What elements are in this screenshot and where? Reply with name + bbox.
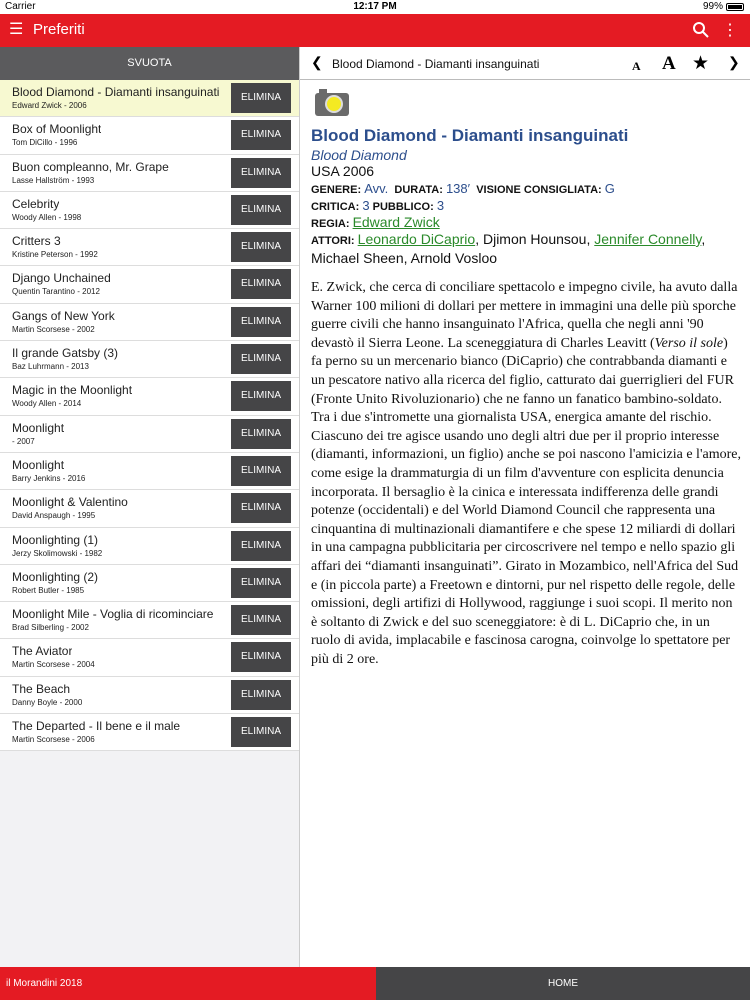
list-item-subtitle: Quentin Tarantino - 2012: [12, 287, 100, 297]
more-options-icon[interactable]: ⋮: [722, 22, 738, 39]
list-item[interactable]: [0, 639, 299, 676]
genre-value: Avv.: [364, 181, 389, 196]
list-item-title: Moonlighting (2): [12, 569, 99, 584]
list-item-title: Magic in the Moonlight: [12, 383, 133, 398]
film-detail-panel: [300, 47, 750, 967]
bottom-bar: [0, 967, 750, 1000]
delete-button[interactable]: ELIMINA: [231, 642, 291, 672]
list-item-subtitle: Edward Zwick - 2006: [12, 101, 87, 110]
critics-label: CRITICA:: [311, 201, 360, 213]
list-item[interactable]: [0, 192, 299, 229]
review-part-1: E. Zwick, che cerca di conciliare spettacolo e impegno civile, ha avuto dalla Warner 100 milioni di dollari per mettere in immagini una delle più sporche guerre civili che hanno insanguinato l'Africa, quella che negli anni '90 devastò il Sierra Leone. La sceneggiatura di Charles Leavitt (: [311, 280, 738, 351]
duration-label: DURATA:: [394, 184, 443, 196]
clock: 12:17 PM: [353, 1, 397, 12]
list-item-title: Moonlight: [12, 457, 65, 472]
list-item-title: Blood Diamond - Diamanti insanguinati: [12, 85, 220, 99]
audience-label: PUBBLICO:: [372, 201, 434, 213]
list-item-title: Moonlight & Valentino: [12, 495, 128, 510]
actor-link-dicaprio[interactable]: Leonardo DiCaprio: [357, 231, 476, 247]
detail-toolbar: [300, 47, 750, 80]
actor-link-connelly[interactable]: Jennifer Connelly: [594, 231, 702, 247]
actors-label: ATTORI:: [311, 235, 355, 247]
forward-icon[interactable]: ❯: [728, 54, 740, 70]
battery-indicator: [703, 1, 744, 12]
battery-percent: 99%: [702, 1, 723, 12]
actors-line: [311, 231, 741, 269]
critics-value: 3: [362, 198, 370, 213]
list-item[interactable]: [0, 490, 299, 527]
list-item[interactable]: [0, 155, 299, 192]
list-item-subtitle: Martin Scorsese - 2002: [12, 324, 95, 334]
scores-line: [311, 198, 444, 213]
list-item-subtitle: Brad Silberling - 2002: [12, 623, 89, 633]
delete-button[interactable]: ELIMINA: [231, 605, 291, 635]
list-item-title: The Aviator: [12, 644, 73, 659]
delete-button[interactable]: ELIMINA: [231, 680, 291, 710]
list-item-title: Buon compleanno, Mr. Grape: [12, 159, 169, 174]
delete-button[interactable]: ELIMINA: [231, 381, 291, 411]
list-item-subtitle: Jerzy Skolimowski - 1982: [12, 548, 103, 558]
actors-rest: , Michael Sheen, Arnold Vosloo: [311, 231, 706, 266]
list-item-subtitle: Barry Jenkins - 2016: [12, 473, 86, 483]
list-item[interactable]: [0, 80, 299, 117]
list-item-title: The Departed - Il bene e il male: [12, 719, 181, 734]
list-item[interactable]: [0, 565, 299, 602]
delete-button[interactable]: ELIMINA: [231, 344, 291, 374]
list-item-title: Django Unchained: [12, 271, 111, 286]
list-item-title: The Beach: [12, 681, 71, 696]
list-item-subtitle: Martin Scorsese - 2004: [12, 660, 95, 670]
review-italic: Verso il sole: [654, 335, 724, 351]
delete-button[interactable]: ELIMINA: [231, 269, 291, 299]
clear-all-button[interactable]: SVUOTA: [0, 47, 299, 80]
list-item-title: Box of Moonlight: [12, 122, 102, 137]
country-year: USA 2006: [311, 163, 375, 179]
list-item-title: Moonlighting (1): [12, 532, 99, 547]
delete-button[interactable]: ELIMINA: [231, 120, 291, 150]
list-item[interactable]: [0, 304, 299, 341]
list-item-subtitle: Kristine Peterson - 1992: [12, 250, 98, 260]
delete-button[interactable]: ELIMINA: [231, 531, 291, 561]
genre-label: GENERE:: [311, 184, 362, 196]
list-item-subtitle: Robert Butler - 1985: [12, 585, 85, 595]
decrease-font-button[interactable]: A: [632, 59, 641, 73]
list-item[interactable]: [0, 341, 299, 378]
list-item[interactable]: [0, 714, 299, 751]
list-item-subtitle: Lasse Hallström - 1993: [12, 175, 95, 185]
list-item-title: Moonlight: [12, 420, 65, 435]
list-item[interactable]: [0, 378, 299, 415]
favorites-panel: [0, 47, 300, 967]
delete-button[interactable]: ELIMINA: [231, 83, 291, 113]
menu-icon[interactable]: ☰: [9, 21, 24, 38]
review-part-2: ) fa perno su un mercenario bianco (DiCaprio) che contrabbanda diamanti e un pescatore nativo alla ricerca del figlio, catturato dai guerriglieri del FUR (Fronte Unito Rivoluzionario) che ne fanno un fanatico bambino-soldato. Tra i due s'intromette una giornalista USA, energica amante del rischio. Ciascuno dei tre agisce usando uno degli altri due per il proprio interesse (diamanti, informazioni, un figlio) anche se poi nascono l'amicizia e l'amore, come esige la drammaturgia di un film d'avventure con esplicita denuncia incorporata. Il bersaglio è la cinica e interessata indifferenza delle grandi potenze (occidentali) e del World Diamond Council che rappresenta una cinquantina di multinazionali diamantifere e che spese 12 miliardi di dollari in una campagna pubblicitaria per circoscrivere nel tempo e nello spazio gli affari dei “diamanti insanguinati”. Girato in Mozambico, nell'Africa del Sud e (in piccola parte) a Freetown e dintorni, pur nel rispetto delle regole, delle omissioni, degli artifizi di Hollywood, raggiunge i suoi scopi. Il merito non è soltanto di Zwick e del suo sceneggiatore: è di L. DiCaprio che, in un ruolo di avida, implacabile e fascinosa carogna, coinvolge lo spettatore per più di 2 ore.: [311, 335, 741, 667]
list-item-title: Celebrity: [12, 196, 60, 211]
rating-label: VISIONE CONSIGLIATA:: [476, 184, 602, 196]
actors-text: , Djimon Hounsou,: [475, 231, 595, 247]
list-item[interactable]: [0, 117, 299, 154]
list-item[interactable]: [0, 416, 299, 453]
director-label: REGIA:: [311, 218, 350, 230]
delete-button[interactable]: ELIMINA: [231, 493, 291, 523]
delete-button[interactable]: ELIMINA: [231, 456, 291, 486]
brand-label: il Morandini 2018: [0, 967, 376, 1000]
original-title: Blood Diamond: [311, 147, 407, 163]
carrier-label: Carrier: [5, 1, 36, 12]
app-title: Preferiti: [33, 21, 85, 38]
home-button[interactable]: HOME: [376, 967, 750, 1000]
list-item-subtitle: Woody Allen - 2014: [12, 399, 82, 409]
delete-button[interactable]: ELIMINA: [231, 232, 291, 262]
list-item[interactable]: [0, 602, 299, 639]
audience-value: 3: [436, 198, 445, 213]
camera-icon: [314, 87, 350, 117]
director-line: [311, 214, 440, 230]
list-item-title: Moonlight Mile - Voglia di ricominciare: [12, 607, 214, 622]
list-item-subtitle: David Anspaugh - 1995: [12, 511, 96, 521]
favorite-star-icon[interactable]: ★: [692, 53, 710, 74]
duration-value: 138′: [445, 181, 471, 196]
list-item-title: Gangs of New York: [12, 308, 115, 323]
delete-button[interactable]: ELIMINA: [231, 195, 291, 225]
genre-line: [311, 181, 615, 196]
list-item-title: Il grande Gatsby (3): [12, 346, 119, 361]
delete-button[interactable]: ELIMINA: [231, 568, 291, 598]
list-item[interactable]: [0, 677, 299, 714]
rating-value: G: [604, 181, 615, 196]
list-item[interactable]: [0, 528, 299, 565]
back-icon[interactable]: ❮: [311, 54, 323, 70]
list-item-subtitle: Danny Boyle - 2000: [12, 697, 83, 707]
list-item[interactable]: [0, 453, 299, 490]
list-item-title: Critters 3: [12, 234, 61, 249]
toolbar-title: Blood Diamond - Diamanti insanguinati: [332, 57, 540, 71]
delete-button[interactable]: ELIMINA: [231, 717, 291, 747]
search-icon[interactable]: [692, 21, 710, 39]
list-item-subtitle: Tom DiCillo - 1996: [12, 138, 78, 148]
list-item[interactable]: [0, 266, 299, 303]
increase-font-button[interactable]: A: [662, 53, 676, 74]
app-bar: [0, 14, 750, 47]
delete-button[interactable]: ELIMINA: [231, 419, 291, 449]
list-item-subtitle: Martin Scorsese - 2006: [12, 735, 95, 745]
review-text: [311, 279, 741, 669]
list-item-subtitle: - 2007: [12, 436, 35, 446]
battery-icon: [726, 3, 744, 11]
director-link[interactable]: Edward Zwick: [352, 214, 440, 230]
delete-button[interactable]: ELIMINA: [231, 158, 291, 188]
list-item-subtitle: Woody Allen - 1998: [12, 212, 82, 222]
film-title: Blood Diamond - Diamanti insanguinati: [311, 126, 629, 145]
status-bar: [0, 0, 750, 14]
favorites-list: [0, 80, 299, 751]
delete-button[interactable]: ELIMINA: [231, 307, 291, 337]
list-item[interactable]: [0, 229, 299, 266]
list-item-subtitle: Baz Luhrmann - 2013: [12, 362, 89, 372]
